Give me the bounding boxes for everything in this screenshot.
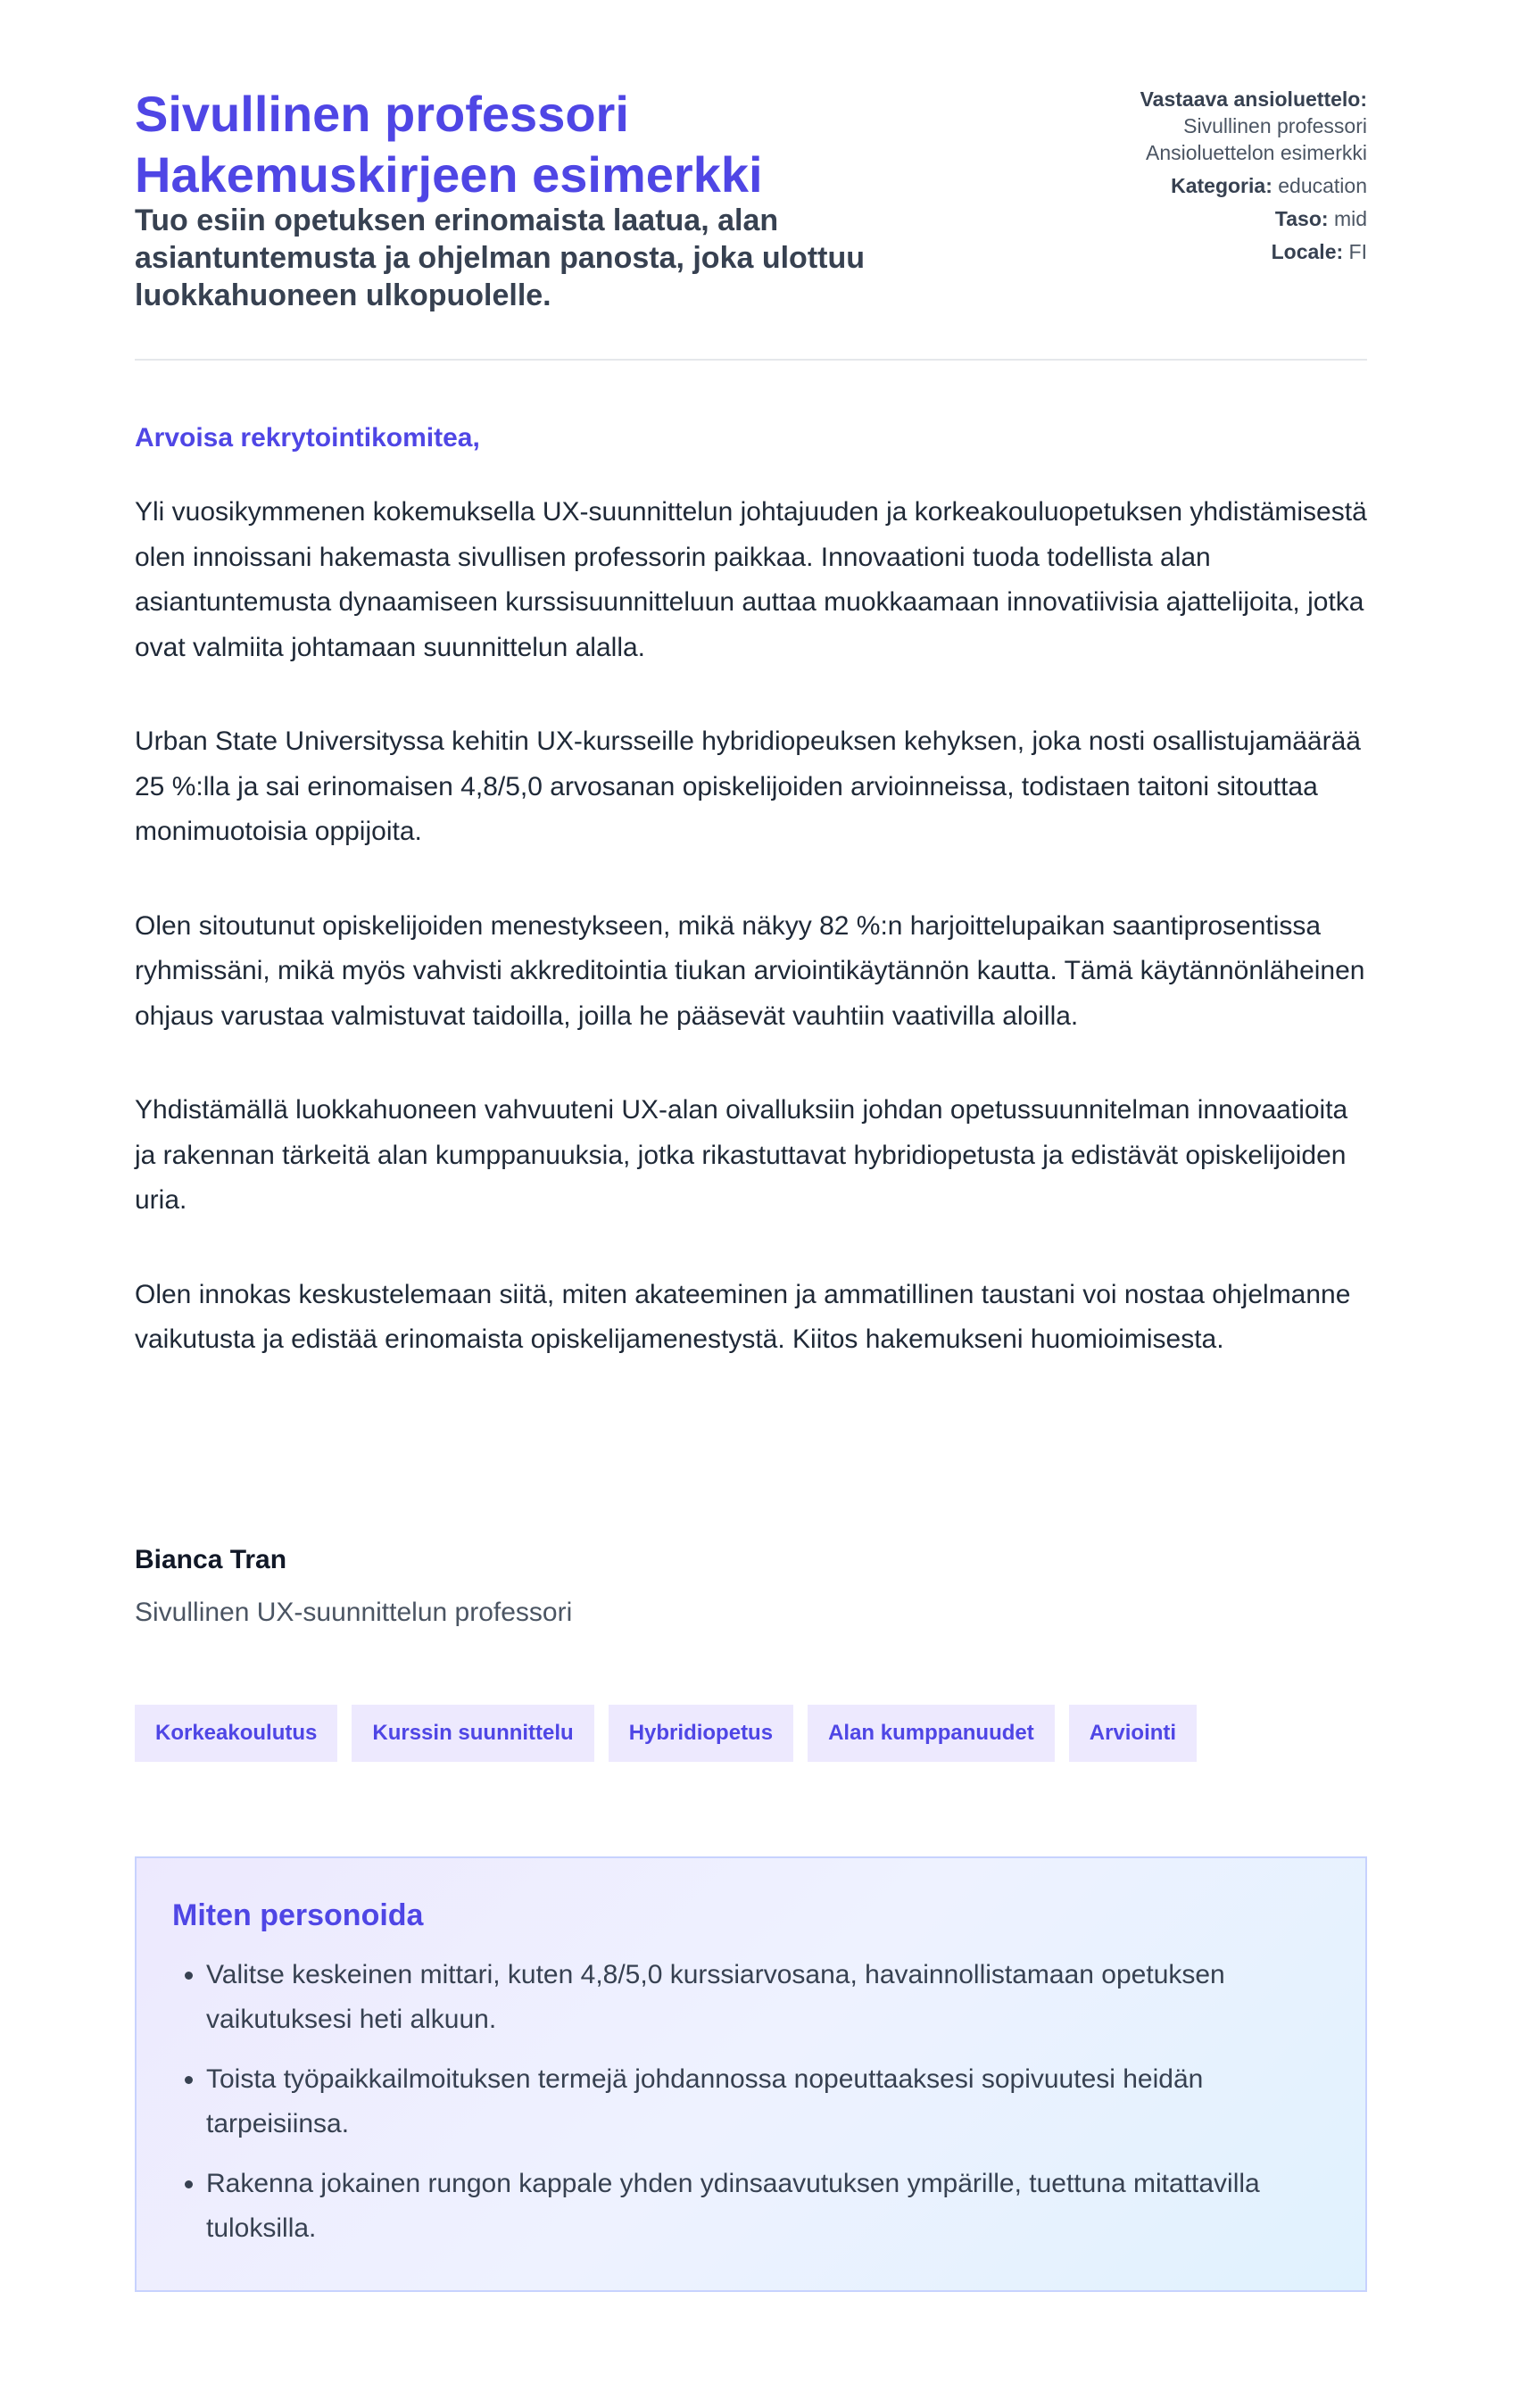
meta-panel <box>957 86 1367 271</box>
meta-resume-line1[interactable]: Sivullinen professori <box>1183 114 1367 137</box>
page-title <box>135 84 1027 205</box>
tips-title: Miten personoida <box>172 1898 424 1932</box>
tag-chip[interactable]: Hybridiopetus <box>609 1705 793 1762</box>
document-header <box>135 80 1367 361</box>
letter-paragraph-1: Yli vuosikymmenen kokemuksella UX-suunnittelun johtajuuden ja korkeakouluopetuksen yhdistämisestä olen innoissani hakemasta sivullisen professorin paikkaa. Innovaationi tuoda todellista alan asiantuntemusta dynaamiseen kurssisuunnitteluun auttaa muokkaamaan innovatiivisia ajattelijoita, jotka ovat valmiita johtamaan suunnittelun alalla. <box>135 497 1367 662</box>
meta-locale <box>957 238 1367 265</box>
meta-locale-label: Locale: <box>1271 240 1344 263</box>
tip-item: • Toista työpaikkailmoituksen termejä johdannossa nopeuttaaksesi sopivuutesi heidän tarpeisiinsa. <box>206 2057 1330 2146</box>
tag-chip[interactable]: Alan kumppanuudet <box>808 1705 1055 1762</box>
letter-body <box>135 490 1367 1412</box>
letter-salutation: Arvoisa rekrytointikomitea, <box>135 423 480 453</box>
meta-category <box>957 172 1367 199</box>
meta-locale-value: FI <box>1348 240 1367 263</box>
page-title-line1: Sivullinen professori <box>135 86 629 142</box>
signature-title: Sivullinen UX-suunnittelun professori <box>135 1598 573 1627</box>
tag-chip[interactable]: Arviointi <box>1069 1705 1197 1762</box>
personalization-tips-box <box>135 1856 1367 2292</box>
tip-item: • Valitse keskeinen mittari, kuten 4,8/5,0 kurssiarvosana, havainnollistamaan opetuksen vaikutuksesi heti alkuun. <box>206 1953 1330 2042</box>
tips-list <box>172 1953 1330 2251</box>
tag-list <box>135 1705 1197 1762</box>
tip-item: • Rakenna jokainen rungon kappale yhden ydinsaavutuksen ympärille, tuettuna mitattavilla tuloksilla. <box>206 2162 1330 2251</box>
letter-paragraph-2: Urban State Universityssa kehitin UX-kursseille hybridiopeuksen kehyksen, joka nosti osallistujamäärää 25 %:lla ja sai erinomaisen 4,8/5,0 arvosanan opiskelijoiden arvioinneissa, todistaen taitoni sitouttaa monimuotoisia oppijoita. <box>135 727 1361 846</box>
meta-category-label: Kategoria: <box>1171 174 1272 197</box>
letter-paragraph-3: Olen sitoutunut opiskelijoiden menestykseen, mikä näkyy 82 %:n harjoittelupaikan saantiprosentissa ryhmissäni, mikä myös vahvisti akkreditointia tiukan arviointikäytännön kautta. Tämä käytännönläheinen ohjaus varustaa valmistuvat taidoilla, joilla he pääsevät vauhtiin vaativilla aloilla. <box>135 910 1365 1031</box>
meta-resume-line2[interactable]: Ansioluettelon esimerkki <box>1145 141 1367 164</box>
meta-category-value: education <box>1278 174 1367 197</box>
meta-level-label: Taso: <box>1274 207 1329 230</box>
meta-level-value: mid <box>1333 207 1367 230</box>
page-subtitle: Tuo esiin opetuksen erinomaista laatua, alan asiantuntemusta ja ohjelman panosta, joka ulottuu luokkahuoneen ulkopuolelle. <box>135 203 866 312</box>
tag-chip[interactable]: Kurssin suunnittelu <box>352 1705 593 1762</box>
cover-letter-document <box>135 80 1367 2243</box>
signature-name: Bianca Tran <box>135 1545 287 1574</box>
meta-resume <box>957 86 1367 166</box>
meta-resume-label: Vastaava ansioluettelo: <box>1140 87 1367 111</box>
tag-chip[interactable]: Korkeakoulutus <box>135 1705 337 1762</box>
letter-paragraph-4: Yhdistämällä luokkahuoneen vahvuuteni UX-alan oivalluksiin johdan opetussuunnitelman innovaatioita ja rakennan tärkeitä alan kumppanuuksia, jotka rikastuttavat hybridiopetusta ja edistävät opiskelijoiden uria. <box>135 1095 1348 1215</box>
letter-paragraph-5: Olen innokas keskustelemaan siitä, miten akateeminen ja ammatillinen taustani voi nostaa ohjelmanne vaikutusta ja edistää erinomaista opiskelijamenestystä. Kiitos hakemukseni huomioimisesta. <box>135 1279 1351 1354</box>
meta-level <box>957 205 1367 232</box>
page-title-line2: Hakemuskirjeen esimerkki <box>135 146 763 203</box>
